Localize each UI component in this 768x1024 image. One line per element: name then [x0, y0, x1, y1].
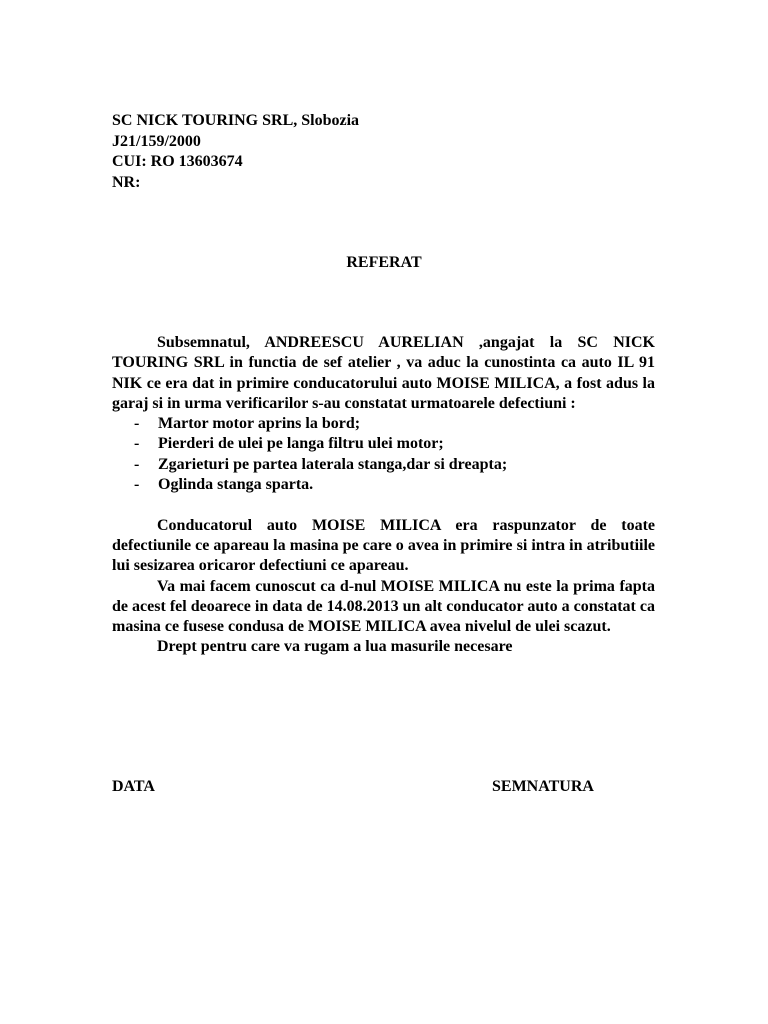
paragraph-spacer: [112, 495, 655, 515]
document-title: REFERAT: [346, 254, 422, 271]
defect-text: Pierderi de ulei pe langa filtru ulei motor;: [158, 435, 444, 453]
defect-item: [112, 455, 655, 475]
list-dash: -: [134, 455, 140, 473]
list-dash: -: [134, 435, 140, 453]
registration-number: J21/159/2000: [112, 132, 201, 150]
intro-paragraph: Subsemnatul, ANDREESCU AURELIAN ,angajat la SC NICK TOURING SRL in functia de sef atelier , va aduc la cunostinta ca auto IL 91 NIK ce era dat in primire conducatorului auto MOISE MILICA, a fost adus la garaj si in urma verificarilor s-au constatat urmatoarele defectiuni :: [112, 334, 655, 412]
company-header: [112, 111, 359, 193]
request-paragraph: Drept pentru care va rugam a lua masurile necesare: [157, 638, 513, 656]
defect-item: [112, 475, 655, 495]
defect-text: Oglinda stanga sparta.: [158, 476, 314, 494]
list-dash: -: [134, 415, 140, 433]
date-label: DATA: [112, 778, 155, 795]
responsibility-paragraph: Conducatorul auto MOISE MILICA era raspunzator de toate defectiunile ce apareau la masina pe care o avea in primire si intra in atributiile lui sesizarea oricaror defectiuni ce apareau.: [112, 516, 655, 575]
defect-item: [112, 434, 655, 454]
defect-text: Zgarieturi pe partea laterala stanga,dar si dreapta;: [158, 455, 508, 473]
defect-item: [112, 414, 655, 434]
history-paragraph: Va mai facem cunoscut ca d-nul MOISE MILICA nu este la prima fapta de acest fel deoarece in data de 14.08.2013 un alt conducator auto a constatat ca masina ce fusese condusa de MOISE MILICA avea nivelul de ulei scazut.: [112, 577, 655, 636]
signature-label: SEMNATURA: [492, 778, 594, 795]
defects-list: [112, 414, 655, 495]
list-dash: -: [134, 476, 140, 494]
fiscal-code: CUI: RO 13603674: [112, 153, 243, 170]
document-body: [112, 333, 655, 658]
defect-text: Martor motor aprins la bord;: [158, 415, 361, 433]
company-name: SC NICK TOURING SRL, Slobozia: [112, 112, 360, 129]
document-number-label: NR:: [112, 173, 141, 191]
